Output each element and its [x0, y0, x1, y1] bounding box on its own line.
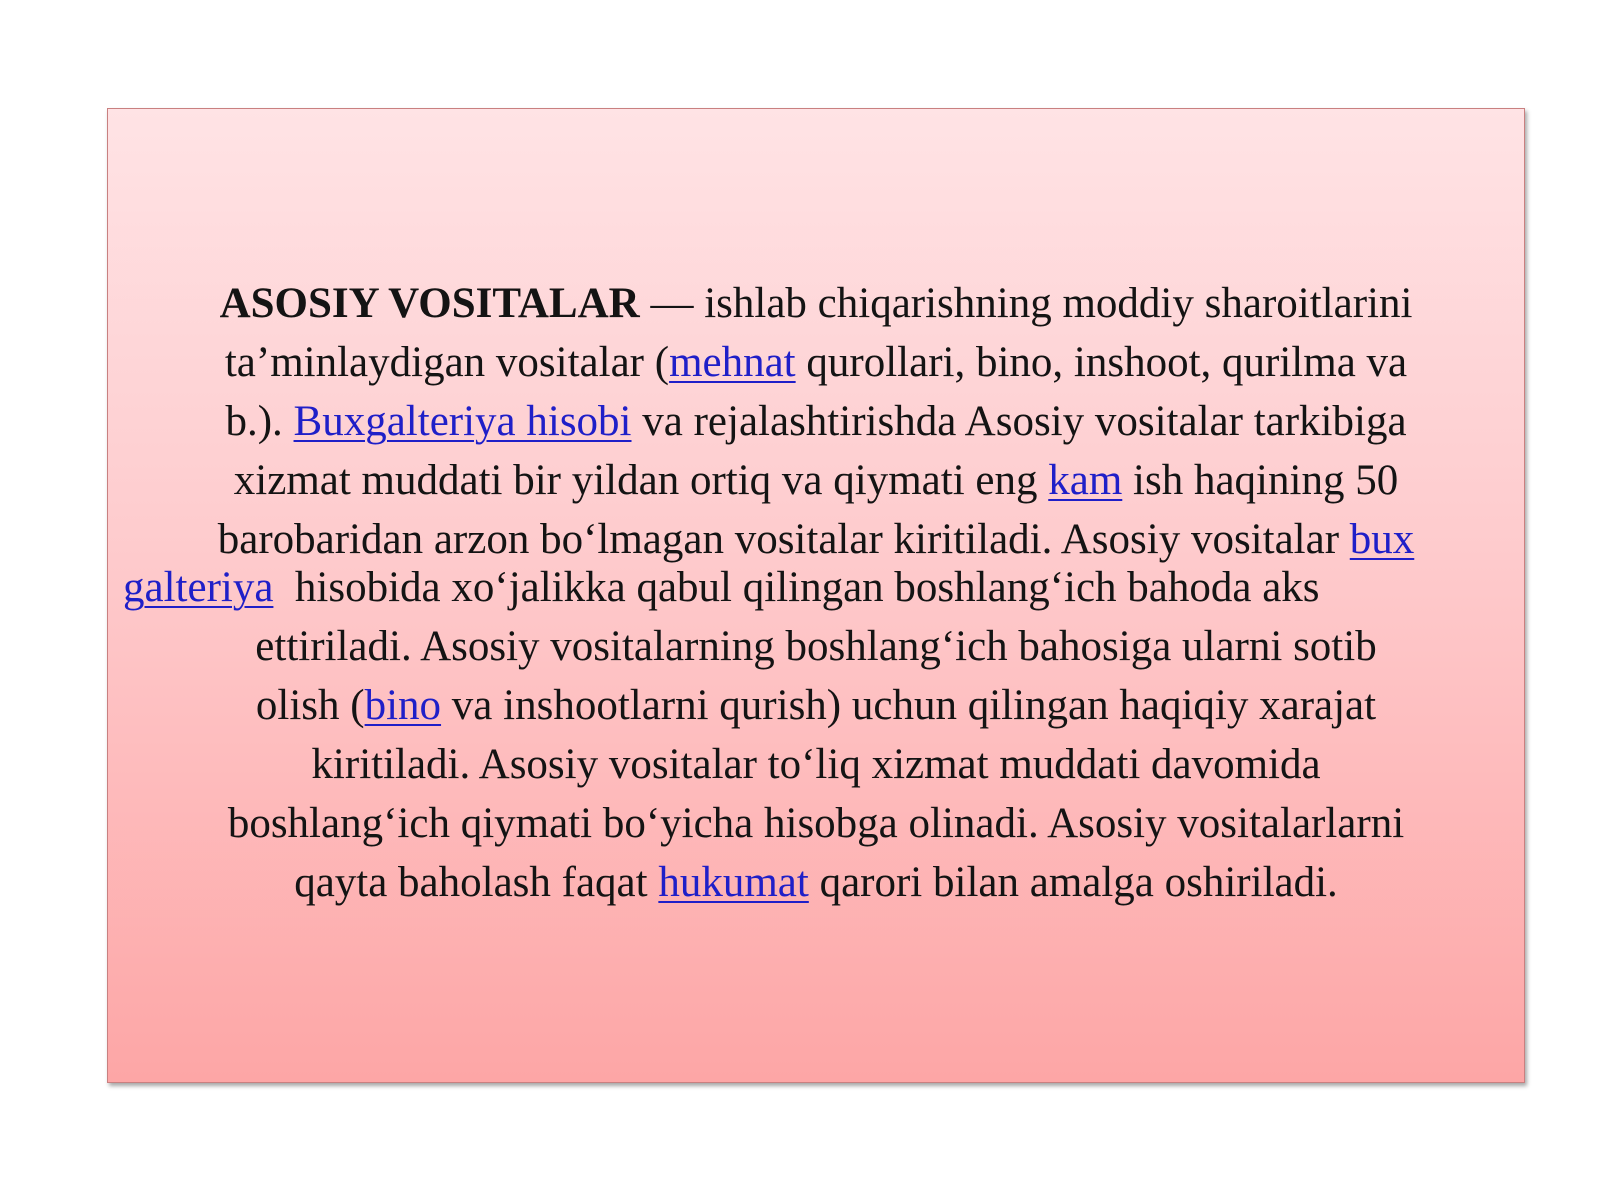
text-span: qurollari, bino, inshoot, qurilma va: [795, 339, 1408, 386]
text-line-7: [108, 622, 1524, 672]
link-kam[interactable]: kam: [1048, 457, 1123, 504]
text-line-4: [108, 456, 1524, 506]
text-span: ish haqining 50: [1122, 457, 1399, 504]
text-line-9: [108, 740, 1524, 790]
link-mehnat[interactable]: mehnat: [669, 339, 796, 386]
text-line-8: [108, 681, 1524, 731]
text-span: qayta baholash faqat: [294, 859, 659, 906]
text-line-11: [108, 858, 1524, 908]
text-span: xizmat muddati bir yildan ortiq va qiymati eng: [233, 457, 1049, 504]
text-span: qarori bilan amalga oshiriladi.: [808, 859, 1338, 906]
text-line-3: [108, 397, 1524, 447]
text-span: ta’minlaydigan vositalar (: [224, 339, 670, 386]
term-heading: ASOSIY VOSITALAR: [219, 280, 640, 327]
text-span: — ishlab chiqarishning moddiy sharoitlarini: [639, 280, 1413, 327]
text-span: ettiriladi. Asosiy vositalarning boshlang‘ich bahosiga ularni sotib: [255, 623, 1377, 670]
text-span: b.).: [225, 398, 294, 445]
link-galteriya[interactable]: galteriya: [123, 564, 274, 611]
text-span: boshlang‘ich qiymati bo‘yicha hisobga olinadi. Asosiy vositalarlarni: [227, 800, 1405, 847]
text-line-10: [108, 799, 1524, 849]
link-buxgalteriya-hisobi[interactable]: Buxgalteriya hisobi: [293, 398, 632, 445]
link-bino[interactable]: bino: [364, 682, 442, 729]
text-span: va inshootlarni qurish) uchun qilingan haqiqiy xarajat: [441, 682, 1377, 729]
text-span: barobaridan arzon bo‘lmagan vositalar kiritiladi. Asosiy vositalar: [217, 516, 1350, 563]
text-line-1: [108, 279, 1524, 329]
text-panel: [107, 108, 1525, 1083]
text-line-6: [123, 563, 1539, 613]
link-bux[interactable]: bux: [1349, 516, 1415, 563]
link-hukumat[interactable]: hukumat: [658, 859, 809, 906]
text-span: kiritiladi. Asosiy vositalar to‘liq xizmat muddati davomida: [311, 741, 1321, 788]
text-line-2: [108, 338, 1524, 388]
text-line-5: [108, 515, 1524, 565]
text-span: va rejalashtirishda Asosiy vositalar tarkibiga: [631, 398, 1407, 445]
text-span: olish (: [255, 682, 365, 729]
text-span: hisobida xo‘jalikka qabul qilingan boshlang‘ich bahoda aks: [273, 564, 1320, 611]
